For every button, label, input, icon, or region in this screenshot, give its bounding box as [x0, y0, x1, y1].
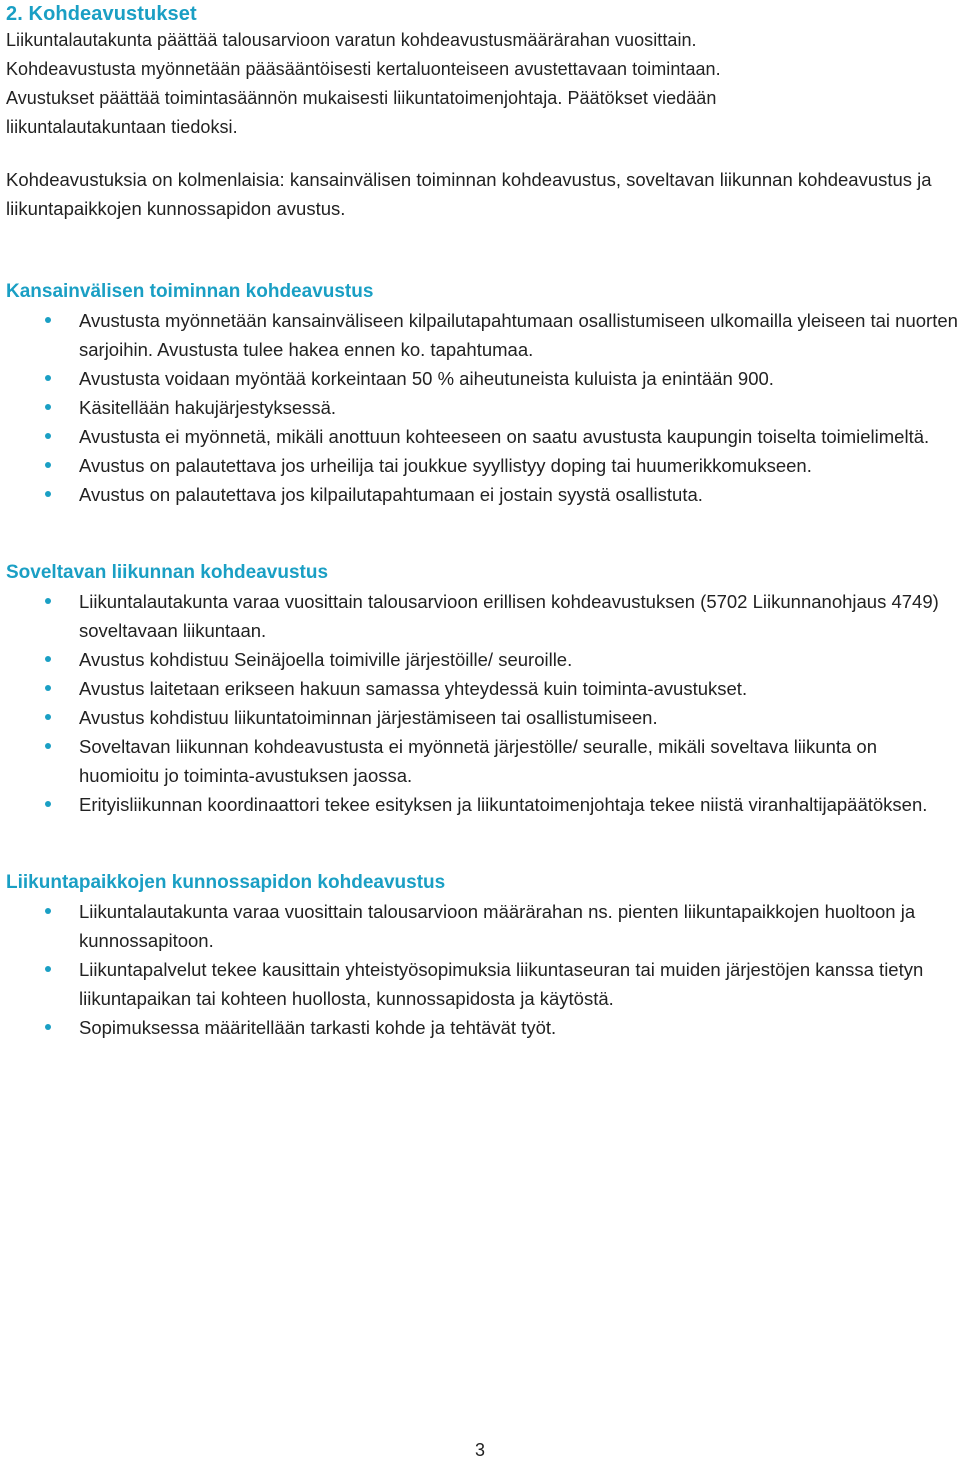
list-item	[6, 703, 960, 732]
bullet-icon	[45, 685, 51, 691]
list-item	[6, 480, 960, 509]
section-heading: Liikuntapaikkojen kunnossapidon kohdeavustus	[6, 872, 446, 893]
list-item-text: Avustus kohdistuu Seinäjoella toimiville järjestöille/ seuroille.	[79, 649, 573, 670]
list-item-text: Avustus on palautettava jos urheilija tai joukkue syyllistyy doping tai huumerikkomukseen.	[79, 455, 812, 476]
list-item-text: Avustusta voidaan myöntää korkeintaan 50 % aiheutuneista kuluista ja enintään 900.	[79, 368, 774, 389]
bullet-icon	[45, 462, 51, 468]
list-item-text: Avustus kohdistuu liikuntatoiminnan järjestämiseen tai osallistumiseen.	[79, 707, 658, 728]
list-item	[6, 306, 960, 364]
list-item	[6, 1013, 960, 1042]
bullet-icon	[45, 433, 51, 439]
list-item	[6, 674, 960, 703]
list-item-text: Avustusta myönnetään kansainväliseen kilpailutapahtumaan osallistumiseen ulkomailla yleiseen tai nuorten sarjoihin. Avustusta tulee hakea ennen ko. tapahtumaa.	[79, 310, 958, 360]
bullet-icon	[45, 375, 51, 381]
section-adapted-sports	[6, 558, 960, 819]
bullet-icon	[45, 317, 51, 323]
list-item-text: Sopimuksessa määritellään tarkasti kohde ja tehtävät työt.	[79, 1017, 557, 1038]
list-item	[6, 587, 960, 645]
bullet-list	[6, 897, 960, 1042]
intro-paragraph	[6, 26, 960, 142]
list-item-text: Avustus laitetaan erikseen hakuun samassa yhteydessä kuin toiminta-avustukset.	[79, 678, 748, 699]
bullet-icon	[45, 966, 51, 972]
types-paragraph: Kohdeavustuksia on kolmenlaisia: kansainvälisen toiminnan kohdeavustus, soveltavan liikunnan kohdeavustus ja liikuntapaikkojen kunnossapidon avustus.	[6, 169, 932, 219]
bullet-icon	[45, 908, 51, 914]
list-item-text: Soveltavan liikunnan kohdeavustusta ei myönnetä järjestölle/ seuralle, mikäli soveltava liikunta on huomioitu jo toiminta-avustuksen jaossa.	[79, 736, 878, 786]
section-facility-maintenance	[6, 868, 960, 1042]
bullet-list	[6, 306, 960, 509]
page-number: 3	[474, 1440, 485, 1460]
intro-line: Avustukset päättää toimintasäännön mukaisesti liikuntatoimenjohtaja. Päätökset viedään	[6, 88, 717, 108]
bullet-icon	[45, 598, 51, 604]
list-item-text: Käsitellään hakujärjestyksessä.	[79, 397, 337, 418]
document-page	[6, 0, 960, 1042]
page-title: 2. Kohdeavustukset	[6, 3, 197, 25]
section-international	[6, 277, 960, 509]
list-item	[6, 422, 960, 451]
list-item-text: Liikuntalautakunta varaa vuosittain talousarvioon määrärahan ns. pienten liikuntapaikkojen huoltoon ja kunnossapitoon.	[79, 901, 916, 951]
bullet-icon	[45, 714, 51, 720]
list-item	[6, 897, 960, 955]
bullet-icon	[45, 404, 51, 410]
list-item-text: Avustusta ei myönnetä, mikäli anottuun kohteeseen on saatu avustusta kaupungin toiselta toimielimeltä.	[79, 426, 930, 447]
bullet-icon	[45, 1024, 51, 1030]
list-item	[6, 645, 960, 674]
list-item-text: Liikuntalautakunta varaa vuosittain talousarvioon erillisen kohdeavustuksen (5702 Liikunnanohjaus 4749) soveltavaan liikuntaan.	[79, 591, 939, 641]
list-item	[6, 364, 960, 393]
bullet-icon	[45, 656, 51, 662]
list-item	[6, 393, 960, 422]
list-item	[6, 955, 960, 1013]
bullet-icon	[45, 801, 51, 807]
list-item	[6, 451, 960, 480]
bullet-icon	[45, 491, 51, 497]
list-item-text: Liikuntapalvelut tekee kausittain yhteistyösopimuksia liikuntaseuran tai muiden järjestöjen kanssa tietyn liikuntapaikan tai kohteen huollosta, kunnossapidosta ja käytöstä.	[79, 959, 924, 1009]
list-item	[6, 790, 960, 819]
section-heading: Kansainvälisen toiminnan kohdeavustus	[6, 281, 374, 302]
intro-line: Kohdeavustusta myönnetään pääsääntöisesti kertaluonteiseen avustettavaan toimintaan.	[6, 59, 721, 79]
intro-line: liikuntalautakuntaan tiedoksi.	[6, 117, 238, 137]
bullet-icon	[45, 743, 51, 749]
list-item-text: Avustus on palautettava jos kilpailutapahtumaan ei jostain syystä osallistuta.	[79, 484, 703, 505]
list-item	[6, 732, 960, 790]
bullet-list	[6, 587, 960, 819]
intro-line: Liikuntalautakunta päättää talousarvioon varatun kohdeavustusmäärärahan vuosittain.	[6, 30, 697, 50]
list-item-text: Erityisliikunnan koordinaattori tekee esityksen ja liikuntatoimenjohtaja tekee niistä viranhaltijapäätöksen.	[79, 794, 928, 815]
section-heading: Soveltavan liikunnan kohdeavustus	[6, 562, 329, 583]
